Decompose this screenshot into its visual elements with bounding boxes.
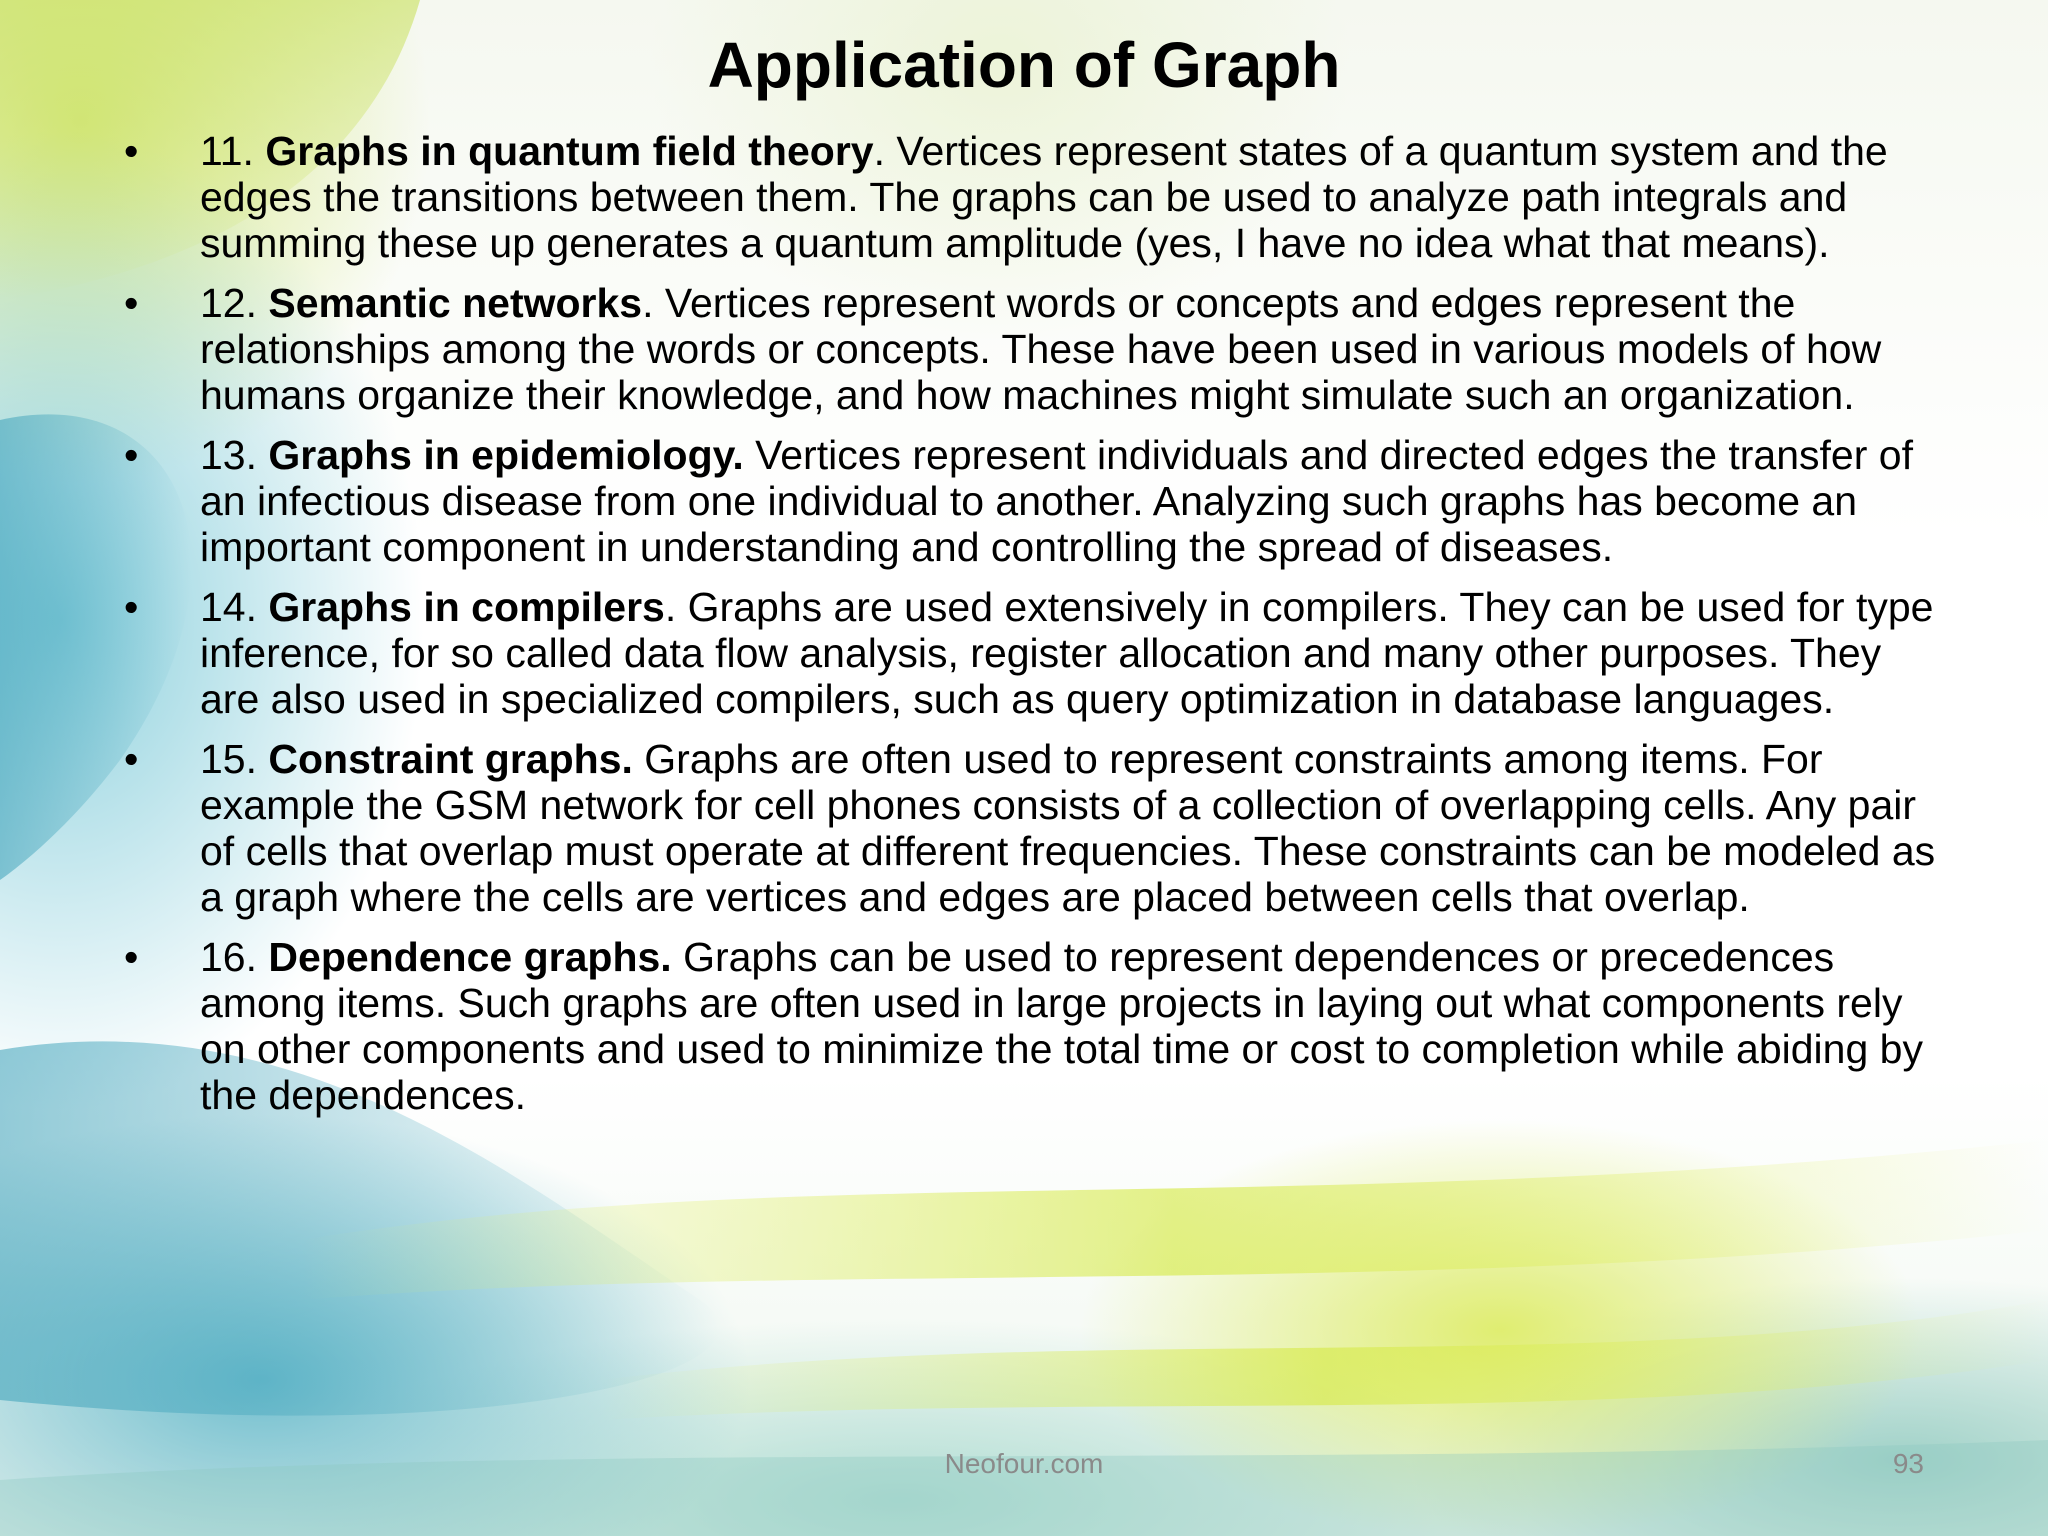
item-body: Graphs are often used to represent constraints among items. For example the GSM network for cell phones consists of a collection of overlapping cells. Any pair of cells that overlap must operate at different frequencies. These constraints can be modeled as a graph where the cells are vertices and edges are placed between cells that overlap. <box>200 736 1936 920</box>
item-body: . Graphs are used extensively in compilers. They can be used for type inference, for so called data flow analysis, register allocation and many other purposes. They are also used in specialized compilers, such as query optimization in database languages. <box>200 584 1934 722</box>
item-body: Vertices represent individuals and directed edges the transfer of an infectious disease from one individual to another. Analyzing such graphs has become an important component in understanding and controlling the spread of diseases. <box>200 432 1913 570</box>
list-item <box>120 280 1940 418</box>
item-heading: Dependence graphs. <box>268 934 672 980</box>
slide-title: Application of Graph <box>707 29 1341 101</box>
bullet-icon: • <box>124 128 139 174</box>
item-body: Graphs can be used to represent dependences or precedences among items. Such graphs are often used in large projects in laying out what components rely on other components and used to minimize the total time or cost to completion while abiding by the dependences. <box>200 934 1923 1118</box>
item-heading: Constraint graphs. <box>268 736 633 782</box>
item-number: 12. <box>200 280 257 326</box>
item-heading: Graphs in compilers <box>268 584 665 630</box>
list-item <box>120 934 1940 1118</box>
list-item <box>120 128 1940 266</box>
page-number: 93 <box>1892 1448 1924 1479</box>
item-number: 11. <box>200 128 254 174</box>
list-item <box>120 736 1940 920</box>
list-item <box>120 584 1940 722</box>
item-heading: Graphs in quantum field theory <box>265 128 874 174</box>
item-body: . Vertices represent words or concepts and edges represent the relationships among the words or concepts. These have been used in various models of how humans organize their knowledge, and how machines might simulate such an organization. <box>200 280 1882 418</box>
item-number: 13. <box>200 432 257 478</box>
bullet-icon: • <box>124 584 139 630</box>
item-heading: Graphs in epidemiology. <box>268 432 744 478</box>
footer-source: Neofour.com <box>944 1448 1104 1479</box>
item-number: 16. <box>200 934 257 980</box>
item-number: 15. <box>200 736 257 782</box>
bullet-list <box>120 128 1940 1132</box>
list-item <box>120 432 1940 570</box>
item-heading: Semantic networks <box>268 280 643 326</box>
bullet-icon: • <box>124 736 139 782</box>
item-body: . Vertices represent states of a quantum system and the edges the transitions between them. The graphs can be used to analyze path integrals and summing these up generates a quantum amplitude (yes, I have no idea what that means). <box>200 128 1888 266</box>
bullet-icon: • <box>124 432 139 478</box>
bullet-icon: • <box>124 934 139 980</box>
bullet-icon: • <box>124 280 139 326</box>
item-number: 14. <box>200 584 257 630</box>
